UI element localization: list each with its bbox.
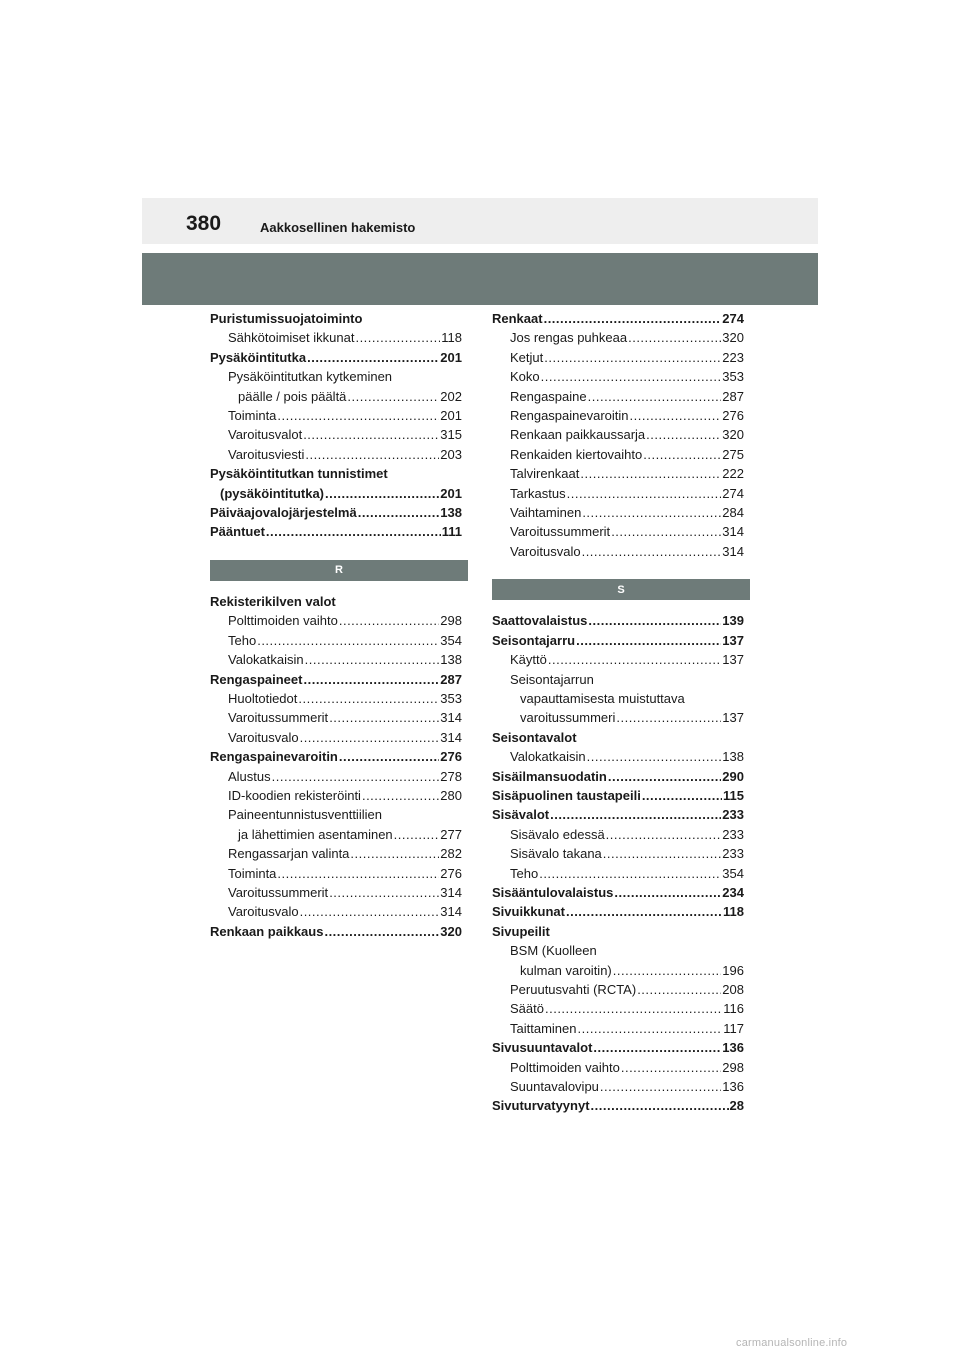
entry-term: Koko (510, 369, 540, 385)
entry-term: Sisäpuolinen taustapeili (492, 787, 641, 803)
entry-term: päälle / pois päältä (238, 388, 347, 404)
index-subentry (492, 747, 744, 766)
page-reference: 278 (440, 768, 462, 784)
dot-leader (580, 464, 721, 483)
index-subentry (492, 689, 744, 708)
index-subentry (492, 708, 744, 727)
entry-term: ID-koodien rekisteröinti (228, 787, 361, 803)
dot-leader (303, 425, 439, 444)
dot-leader (608, 767, 721, 786)
dot-leader (643, 445, 721, 464)
entry-term: Tarkastus (510, 485, 566, 501)
index-subentry (492, 445, 744, 464)
dot-leader (394, 825, 440, 844)
index-subentry (492, 328, 744, 347)
index-subentry (210, 883, 462, 902)
page-reference: 137 (722, 652, 744, 668)
index-subentry (210, 902, 462, 921)
index-subentry (492, 961, 744, 980)
dot-leader (621, 1058, 721, 1077)
entry-term: Pysäköintitutkan kytkeminen (228, 369, 393, 385)
dot-leader (567, 484, 722, 503)
page-reference: 320 (722, 427, 744, 443)
entry-term: Toiminta (228, 865, 277, 881)
entry-term: Pysäköintitutkan tunnistimet (210, 466, 388, 482)
index-subentry (492, 825, 744, 844)
index-subentry (492, 650, 744, 669)
dot-leader (272, 767, 440, 786)
entry-term: varoitussummeri (520, 710, 616, 726)
index-entry (210, 503, 462, 522)
dot-leader (325, 484, 439, 503)
page-reference: 208 (722, 982, 744, 997)
index-subentry (492, 1077, 744, 1096)
page-reference: 138 (440, 505, 462, 521)
page-reference: 223 (722, 349, 744, 365)
index-entry (210, 348, 462, 367)
page-reference: 354 (440, 632, 462, 648)
index-column-left (210, 309, 462, 941)
entry-term: Päiväajovalojärjestelmä (210, 505, 357, 521)
dot-leader (548, 650, 721, 669)
entry-term: Renkaiden kiertovaihto (510, 446, 643, 462)
page-reference: 138 (722, 749, 744, 765)
index-entry (492, 902, 744, 921)
entry-term: Toiminta (228, 408, 277, 424)
letter-heading: R (210, 560, 468, 581)
index-subentry (210, 708, 462, 727)
index-entry (210, 592, 462, 611)
entry-term: Ketjut (510, 349, 544, 365)
index-entry (492, 1096, 744, 1115)
index-entry (492, 611, 744, 630)
watermark: carmanualsonline.info (736, 1337, 848, 1349)
dot-leader (339, 611, 439, 630)
page-reference: 276 (722, 408, 744, 424)
entry-term: Varoitusvalo (228, 904, 299, 920)
index-subentry (210, 767, 462, 786)
index-subentry (492, 864, 744, 883)
page-reference: 274 (722, 311, 744, 326)
dot-leader (324, 922, 439, 941)
entry-term: Seisontajarrun (510, 671, 594, 687)
dot-leader (582, 503, 721, 522)
index-entry (210, 522, 462, 541)
dot-leader (303, 670, 439, 689)
index-entry (492, 631, 744, 650)
entry-term: Pääntuet (210, 524, 265, 540)
page-reference: 203 (440, 446, 462, 462)
dot-leader (307, 348, 439, 367)
index-subentry (210, 689, 462, 708)
page-reference: 314 (440, 884, 462, 900)
page-reference: 298 (440, 613, 462, 629)
page-reference: 284 (722, 505, 744, 521)
page-reference: 222 (722, 466, 744, 482)
index-subentry (210, 728, 462, 747)
dot-leader (277, 864, 439, 883)
index-subentry (210, 786, 462, 805)
entry-term: Rengaspaineet (210, 671, 303, 687)
entry-term: Teho (228, 632, 257, 648)
entry-term: Pysäköintitutka (210, 349, 307, 365)
entry-term: Renkaan paikkaussarja (510, 427, 646, 443)
dot-leader (588, 611, 721, 630)
index-subentry (210, 631, 462, 650)
index-entry (210, 670, 462, 689)
page-reference: 137 (722, 632, 744, 648)
index-subentry (492, 1019, 744, 1038)
page-reference: 353 (440, 690, 462, 706)
entry-term: Valokatkaisin (228, 652, 304, 668)
entry-term: Sisävalo edessä (510, 826, 605, 842)
index-entry (492, 1038, 744, 1057)
index-entry (492, 728, 744, 747)
dot-leader (630, 406, 722, 425)
dot-leader (355, 328, 440, 347)
index-column-right (492, 309, 744, 1116)
dot-leader (588, 387, 722, 406)
page-reference: 233 (722, 826, 744, 842)
index-subentry (492, 844, 744, 863)
index-subentry (492, 425, 744, 444)
index-entry (210, 747, 462, 766)
index-entry (492, 786, 744, 805)
entry-term: Valokatkaisin (510, 749, 586, 765)
index-subentry (492, 484, 744, 503)
page-reference: 314 (722, 543, 744, 559)
page-reference: 320 (722, 330, 744, 346)
entry-term: Polttimoiden vaihto (510, 1059, 620, 1075)
index-subentry (492, 406, 744, 425)
entry-term: Peruutusvahti (RCTA) (510, 982, 637, 997)
index-subentry (210, 328, 462, 347)
dot-leader (350, 844, 439, 863)
dot-leader (611, 522, 721, 541)
dot-leader (544, 309, 722, 328)
dot-leader (603, 844, 722, 863)
page-reference: 314 (440, 710, 462, 726)
entry-term: Teho (510, 865, 539, 881)
index-entry (492, 922, 744, 941)
letter-heading: S (492, 579, 750, 600)
dot-leader (358, 503, 440, 522)
page-reference: 115 (723, 787, 744, 803)
entry-term: Seisontajarru (492, 632, 576, 648)
dot-leader (329, 708, 439, 727)
page-reference: 138 (440, 652, 462, 668)
index-subentry (210, 844, 462, 863)
entry-term: Varoitussummerit (510, 524, 611, 540)
dot-leader (298, 689, 439, 708)
entry-term: Sisävalot (492, 807, 550, 823)
entry-term: Polttimoiden vaihto (228, 613, 338, 629)
page-reference: 136 (722, 1079, 744, 1095)
index-subentry (492, 522, 744, 541)
page-reference: 233 (722, 846, 744, 862)
entry-term: Alustus (228, 768, 271, 784)
page-reference: 233 (722, 807, 744, 823)
entry-term: Rekisterikilven valot (210, 593, 336, 609)
dot-leader (544, 348, 721, 367)
page-reference: 287 (722, 388, 744, 404)
page-reference: 202 (440, 388, 462, 404)
entry-term: Huoltotiedot (228, 690, 298, 706)
dot-leader (628, 328, 721, 347)
entry-term: Rengaspaine (510, 388, 587, 404)
page-number: 380 (186, 212, 222, 235)
page-reference: 117 (723, 1020, 744, 1036)
entry-term: Rengaspainevaroitin (510, 408, 629, 424)
page-reference: 201 (440, 408, 462, 424)
index-entry (210, 309, 462, 328)
entry-term: Saattovalaistus (492, 613, 588, 629)
index-subentry (210, 825, 462, 844)
index-entry (210, 484, 462, 503)
index-entry (210, 464, 462, 483)
index-subentry (210, 805, 462, 824)
page-reference: 282 (440, 846, 462, 862)
page-reference: 314 (722, 524, 744, 540)
dot-leader (637, 980, 721, 999)
dot-leader (646, 425, 721, 444)
page-reference: 196 (722, 962, 744, 978)
entry-term: Sisääntulovalaistus (492, 884, 614, 900)
index-subentry (492, 464, 744, 483)
dot-leader (582, 542, 722, 561)
index-subentry (492, 367, 744, 386)
dot-leader (329, 883, 439, 902)
dot-leader (614, 883, 721, 902)
page-header-bar (142, 198, 818, 244)
index-entry (492, 805, 744, 824)
page-reference: 276 (440, 749, 462, 765)
dot-leader (577, 1019, 722, 1038)
dot-leader (613, 961, 722, 980)
page-reference: 320 (440, 923, 462, 939)
dot-leader (541, 367, 722, 386)
entry-term: Sisävalo takana (510, 846, 602, 862)
page-reference: 139 (722, 613, 744, 629)
index-subentry (492, 980, 744, 999)
dot-leader (591, 1096, 729, 1115)
index-subentry (210, 445, 462, 464)
entry-term: kulman varoitin) (520, 962, 612, 978)
entry-term: vapauttamisesta muistuttava (520, 690, 685, 706)
index-subentry (492, 1058, 744, 1077)
entry-term: Paineentunnistusventtiilien (228, 807, 382, 823)
entry-term: Varoitusvalo (228, 729, 299, 745)
page-reference: 111 (441, 524, 462, 540)
index-subentry (210, 864, 462, 883)
index-subentry (492, 941, 744, 960)
dot-leader (539, 864, 721, 883)
dot-leader (587, 747, 722, 766)
dot-leader (362, 786, 439, 805)
dot-leader (566, 902, 722, 921)
entry-term: Renkaat (492, 311, 543, 326)
dot-leader (593, 1038, 721, 1057)
page-reference: 118 (723, 904, 744, 920)
page-reference: 315 (440, 427, 462, 443)
dot-leader (642, 786, 722, 805)
index-entry (492, 309, 744, 328)
dot-leader (300, 902, 440, 921)
page-reference: 276 (440, 865, 462, 881)
entry-term: Varoitussummerit (228, 884, 329, 900)
entry-term: Sisäilmansuodatin (492, 768, 607, 784)
page-reference: 118 (441, 330, 462, 346)
entry-term: ja lähettimien asentaminen (238, 826, 393, 842)
entry-term: Jos rengas puhkeaa (510, 330, 628, 346)
index-subentry (210, 650, 462, 669)
dot-leader (339, 747, 439, 766)
entry-term: Talvirenkaat (510, 466, 580, 482)
page-reference: 354 (722, 865, 744, 881)
dot-leader (305, 445, 439, 464)
entry-term: Rengassarjan valinta (228, 846, 350, 862)
page-reference: 28 (729, 1098, 744, 1114)
page-reference: 353 (722, 369, 744, 385)
page-reference: 234 (722, 884, 744, 900)
page-reference: 290 (722, 768, 744, 784)
page-reference: 136 (722, 1040, 744, 1056)
index-subentry (492, 348, 744, 367)
entry-term: Rengaspainevaroitin (210, 749, 338, 765)
page-reference: 201 (440, 349, 462, 365)
dot-leader (550, 805, 721, 824)
index-subentry (492, 670, 744, 689)
entry-term: Vaihtaminen (510, 505, 582, 521)
entry-term: Varoitusvalo (510, 543, 581, 559)
index-subentry (492, 387, 744, 406)
entry-term: Sivuikkunat (492, 904, 565, 920)
dot-leader (576, 631, 721, 650)
entry-term: Varoitussummerit (228, 710, 329, 726)
entry-term: Säätö (510, 1001, 544, 1017)
page-reference: 287 (440, 671, 462, 687)
index-entry (210, 922, 462, 941)
page-reference: 314 (440, 729, 462, 745)
dot-leader (600, 1077, 721, 1096)
page-reference: 314 (440, 904, 462, 920)
page-reference: 277 (440, 826, 462, 842)
index-subentry (210, 425, 462, 444)
page-reference: 298 (722, 1059, 744, 1075)
entry-term: Taittaminen (510, 1020, 577, 1036)
index-subentry (210, 387, 462, 406)
index-entry (492, 883, 744, 902)
dot-leader (347, 387, 439, 406)
entry-term: Käyttö (510, 652, 547, 668)
entry-term: Sähkötoimiset ikkunat (228, 330, 355, 346)
dot-leader (545, 999, 722, 1018)
index-subentry (210, 611, 462, 630)
entry-term: Sivuturvatyynyt (492, 1098, 590, 1114)
page-reference: 201 (440, 485, 462, 501)
page-reference: 116 (723, 1001, 744, 1017)
dot-leader (300, 728, 440, 747)
index-subentry (210, 406, 462, 425)
dot-leader (305, 650, 440, 669)
entry-term: Puristumissuojatoiminto (210, 311, 363, 326)
entry-term: Varoitusviesti (228, 446, 305, 462)
index-subentry (492, 503, 744, 522)
header-band (142, 253, 818, 305)
section-title: Aakkosellinen hakemisto (260, 220, 416, 235)
dot-leader (277, 406, 439, 425)
entry-term: Renkaan paikkaus (210, 923, 324, 939)
entry-term: (pysäköintitutka) (220, 485, 325, 501)
dot-leader (257, 631, 439, 650)
entry-term: Suuntavalovipu (510, 1079, 599, 1095)
page-reference: 275 (722, 446, 744, 462)
page-reference: 137 (722, 710, 744, 726)
index-subentry (492, 542, 744, 561)
dot-leader (616, 708, 721, 727)
page-reference: 274 (722, 485, 744, 501)
index-entry (492, 767, 744, 786)
entry-term: BSM (Kuolleen (510, 943, 597, 959)
entry-term: Sivusuuntavalot (492, 1040, 593, 1056)
index-subentry (210, 367, 462, 386)
index-subentry (492, 999, 744, 1018)
entry-term: Sivupeilit (492, 923, 550, 939)
entry-term: Varoitusvalot (228, 427, 303, 443)
entry-term: Seisontavalot (492, 729, 577, 745)
page-reference: 280 (440, 787, 462, 803)
dot-leader (606, 825, 722, 844)
dot-leader (266, 522, 441, 541)
